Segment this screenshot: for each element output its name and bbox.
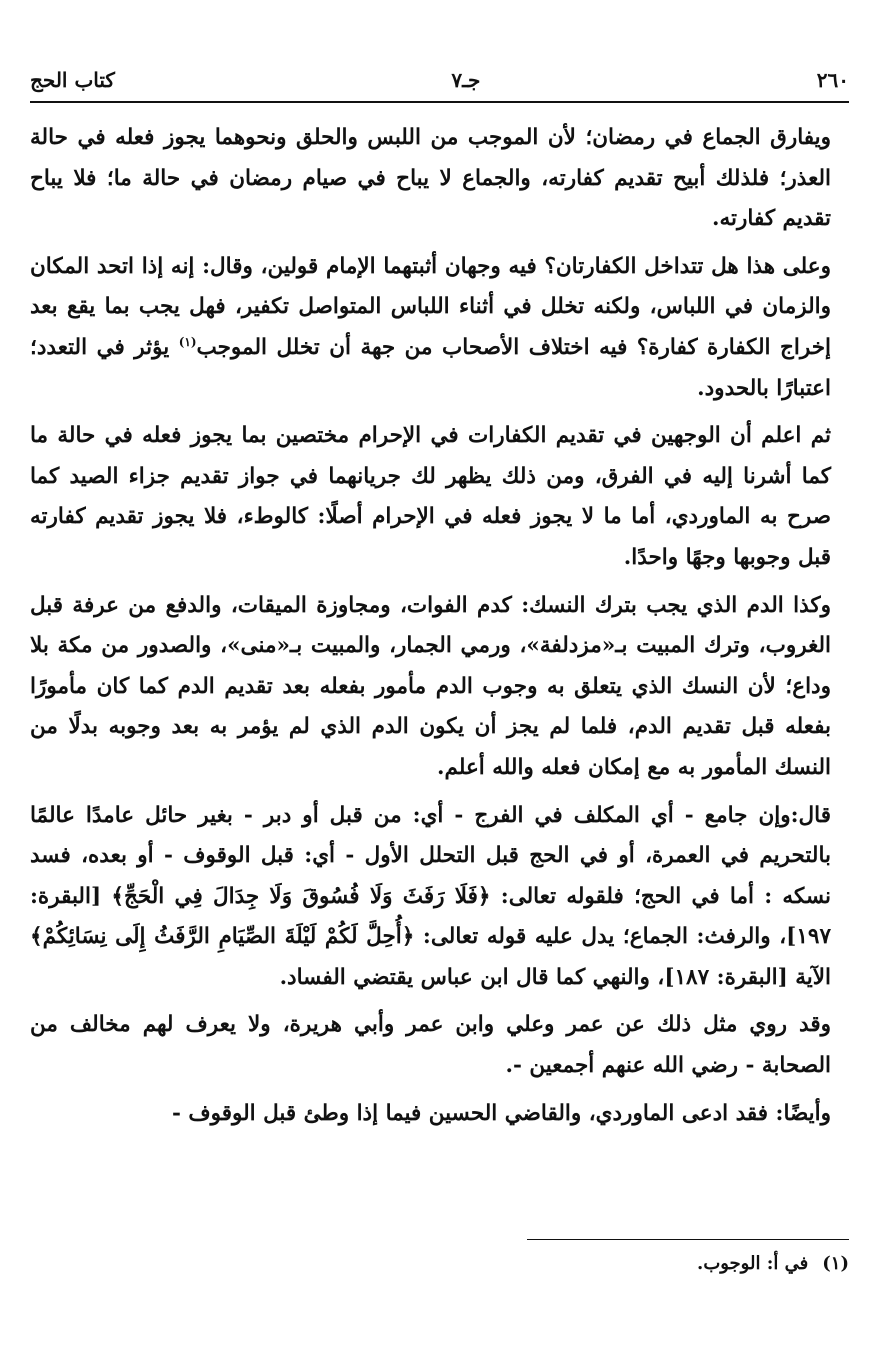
paragraph-3-text: ثم اعلم أن الوجهين في تقديم الكفارات في الإحرام مختصين بما يجوز فعله في حالة ما كما أشرنا إليه في الفرق، ومن ذلك يظهر لك جريانهما في جواز تقديم جزاء الصيد كما صرح به الماوردي، أما ما لا يجوز فعله في الإحرام أصلًا: كالوطء، فلا يجوز تقديم كفارته قبل وجوبها وجهًا واحدًا. [30,423,831,570]
footnote-text: في أ: الوجوب. [697,1253,809,1274]
paragraph-2-text: وعلى هذا هل تتداخل الكفارتان؟ فيه وجهان أثبتهما الإمام قولين، وقال: إنه إذا اتحد المكان والزمان في اللباس، ولكنه تخلل في أثناء اللباس المتواصل تكفير، فهل يجب بما يقع بعد إخراج الكفارة كفارة؟ فيه اختلاف الأصحاب من جهة أن تخلل الموجب [30,253,831,360]
footnote-rule [527,1239,849,1240]
paragraph-5 [30,796,849,999]
paragraph-4-text: وكذا الدم الذي يجب بترك النسك: كدم الفوات، ومجاوزة الميقات، والدفع من عرفة قبل الغروب، وترك المبيت بـ«مزدلفة»، ورمي الجمار، والمبيت بـ«منى»، والصدور من مكة بلا وداع؛ لأن النسك الذي يتعلق به وجوب الدم مأمور بفعله بعد تقديم الدم كما كان مأمورًا بفعله قبل تقديم الدم، فلما لم يجز أن يكون الدم الذي لم يؤمر به بعد وجوبه بدلًا من النسك المأمور به مع إمكان فعله والله أعلم. [30,592,831,780]
footnote-ref[interactable]: (١) [178,334,197,349]
paragraph-1-text: ويفارق الجماع في رمضان؛ لأن الموجب من اللبس والحلق ونحوهما يجوز فعله في حالة العذر؛ فلذلك أبيح تقديم كفارته، والجماع لا يباح في صيام رمضان في حالة ما؛ فلا يباح تقديم كفارته. [30,125,831,232]
header-rule [30,101,849,103]
paragraph-5-text: قال:وإن جامع - أي المكلف في الفرج - أي: من قبل أو دبر - بغير حائل عامدًا عالمًا بالتحريم في العمرة، أو في الحج قبل التحلل الأول - أي: قبل الوقوف - أو بعده، فسد نسكه : أما في الحج؛ فلقوله تعالى: ﴿فَلَا رَفَثَ وَلَا فُسُوقَ وَلَا جِدَالَ فِي الْحَجِّ﴾ [البقرة: ١٩٧]، والرفث: الجماع؛ يدل عليه قوله تعالى: ﴿أُحِلَّ لَكُمْ لَيْلَةَ الصِّيَامِ الرَّفَثُ إِلَى نِسَائِكُمْ﴾ الآية [البقرة: ١٨٧]، والنهي كما قال ابن عباس يقتضي الفساد. [30,802,831,990]
footnote [30,1250,849,1278]
footnote-number: (١) [822,1253,849,1274]
running-header [30,60,849,100]
paragraph-7-text: وأيضًا: فقد ادعى الماوردي، والقاضي الحسين فيما إذا وطئ قبل الوقوف - [171,1100,831,1126]
paragraph-6 [30,1005,849,1086]
paragraph-3 [30,416,849,578]
paragraph-2-tail: يؤثر في التعدد؛ اعتبارًا بالحدود. [30,334,831,401]
paragraph-6-text: وقد روي مثل ذلك عن عمر وعلي وابن عمر وأبي هريرة، ولا يعرف لهم مخالف من الصحابة - رضي الله عنهم أجمعين -. [30,1012,831,1079]
book-title: كتاب الحج [30,68,115,92]
paragraph-4 [30,586,849,789]
paragraph-2 [30,247,849,409]
paragraph-1 [30,118,849,240]
volume-label: جـ٧ [451,68,481,92]
paragraph-7 [30,1094,849,1135]
body-text [30,118,849,1141]
page-number: ٢٦٠ [816,68,849,92]
